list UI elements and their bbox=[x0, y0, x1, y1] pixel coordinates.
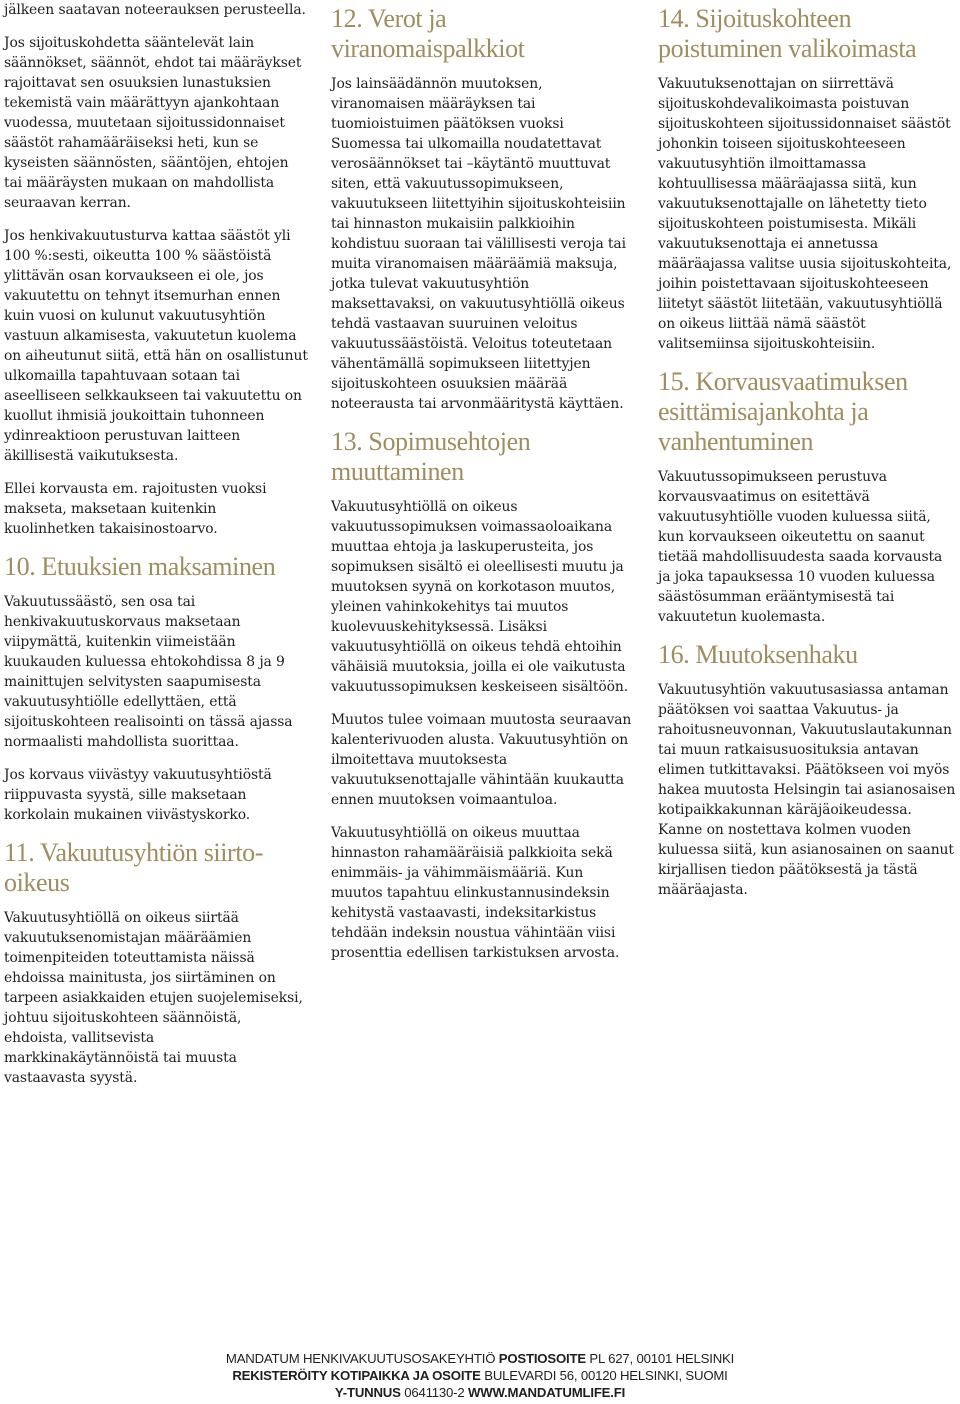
paragraph: Ellei korvausta em. rajoitusten vuoksi makseta, maksetaan kuitenkin kuolinhetken takaisinostoarvo. bbox=[4, 481, 267, 537]
paragraph: Jos sijoituskohdetta sääntelevät lain säännökset, säännöt, ehdot tai määräykset rajoittavat sen osuuksien lunastuksien tekemistä vain määrättyyn ajankohtaan vuodessa, muutetaan sijoitussidonnaiset säästöt rahamääräiseksi heti, kun se kyseisten säännösten, sääntöjen, ehtojen tai määräysten mukaan on mahdollista seuraavan kerran. bbox=[4, 35, 302, 211]
paragraph: Jos korvaus viivästyy vakuutusyhtiöstä riippuvasta syystä, sille maksetaan korkolain mukainen viivästyskorko. bbox=[4, 767, 272, 823]
postal-address: PL 627, 00101 HELSINKI bbox=[589, 1351, 735, 1366]
section-heading-15: 15. Korvausvaatimuksen esittämisajankohta ja vanhentuminen bbox=[658, 367, 908, 456]
section-heading-14: 14. Sijoituskohteen poistuminen valikoimasta bbox=[658, 4, 917, 63]
section-heading-12: 12. Verot ja viranomaispalkkiot bbox=[331, 4, 525, 63]
registered-office-label: REKISTERÖITY KOTIPAIKKA JA OSOITE bbox=[232, 1368, 481, 1383]
paragraph: Jos lainsäädännön muutoksen, viranomaisen määräyksen tai tuomioistuimen päätöksen vuoksi Suomessa tai ulkomailla noudatettavat verosäännökset tai –käytäntö muuttuvat siten, että vakuutussopimukseen, vakuutukseen liitettyihin sijoituskohteisiin tai hinnaston mukaisiin palkkioihin kohdistuu suoraan tai välillisesti veroja tai muita viranomaisen määräämiä maksuja, jotka tulevat vakuutusyhtiön maksettavaksi, on vakuutusyhtiöllä oikeus tehdä vastaavan suuruinen veloitus vakuutussäästöistä. Veloitus toteutetaan vähentämällä sopimukseen liitettyjen sijoituskohteen osuuksien määrää noteerausta tai arvonmääritystä käyttäen. bbox=[331, 76, 626, 412]
paragraph: Vakuutussäästö, sen osa tai henkivakuutuskorvaus maksetaan viipymättä, kuitenkin viimeistään kuukauden kuluessa ehtokohdissa 8 ja 9 mainittujen selvitysten saapumisesta vakuutusyhtiölle edellyttäen, että sijoituskohteen realisointi on tässä ajassa normaalisti mahdollista suorittaa. bbox=[4, 594, 293, 750]
section-heading-16: 16. Muutoksenhaku bbox=[658, 640, 858, 669]
website-link[interactable]: WWW.MANDATUMLIFE.FI bbox=[467, 1385, 626, 1400]
business-id: 0641130-2 bbox=[404, 1385, 465, 1400]
paragraph: Vakuutusyhtiöllä on oikeus siirtää vakuutuksenomistajan määräämien toimenpiteiden toteuttamista näissä ehdoissa mainitusta, jos siirtäminen on tarpeen asiakkaiden etujen suojelemiseksi, johtuu sijoituskohteen säännöistä, ehdoista, vallitsevista markkinakäytännöistä tai muusta vastaavasta syystä. bbox=[4, 910, 303, 1086]
section-heading-10: 10. Etuuksien maksaminen bbox=[4, 552, 276, 581]
paragraph: Jos henkivakuutusturva kattaa säästöt yli 100 %:sesti, oikeutta 100 % säästöistä ylittävän osan korvaukseen ei ole, jos vakuutettu on tehnyt itsemurhan ennen kuin vuosi on kulunut vakuutusyhtiön vastuun alkamisesta, vakuutetun kuolema on aiheutunut siitä, että hän on osallistunut ulkomailla tapahtuvaan sotaan tai aseelliseen selkkaukseen tai vakuutettu on kuollut ihmisiä joukoittain tuhonneen ydinreaktioon perustuvan laitteen äkillisestä vaikutuksesta. bbox=[4, 228, 308, 464]
footer-line-1 bbox=[0, 1350, 960, 1367]
footer-line-3 bbox=[0, 1384, 960, 1401]
business-id-label: Y-TUNNUS bbox=[334, 1385, 401, 1400]
column-2 bbox=[331, 0, 637, 976]
paragraph: Vakuutussopimukseen perustuva korvausvaatimus on esitettävä vakuutusyhtiölle vuoden kuluessa siitä, kun korvaukseen oikeutettu on saanut tietää mahdollisuudesta saada korvausta ja joka tapauksessa 10 vuoden kuluessa säästösumman erääntymisestä tai vakuutetun kuolemasta. bbox=[658, 469, 943, 625]
paragraph: Vakuutuksenottajan on siirrettävä sijoituskohdevalikoimasta poistuvan sijoituskohteen sijoitussidonnaiset säästöt johonkin toiseen sijoituskohteeseen vakuutusyhtiön ilmoittamassa kohtuullisessa määräajassa siitä, kun vakuutuksenottajalle on lähetetty tieto sijoituskohteen poistumisesta. Mikäli vakuutuksenottaja ei annetussa määräajassa valitse uusia sijoituskohteita, joihin poistettavaan sijoituskohteeseen liitetyt säästöt liitetään, vakuutusyhtiöllä on oikeus liittää nämä säästöt valitsemiinsa sijoituskohteisiin. bbox=[658, 76, 952, 352]
section-heading-11: 11. Vakuutusyhtiön siirto-oikeus bbox=[4, 838, 263, 897]
paragraph: Vakuutusyhtiöllä on oikeus muuttaa hinnaston rahamääräisiä palkkioita sekä enimmäis- ja vähimmäismääriä. Kun muutos tapahtuu elinkustannusindeksin kehitystä vastaavasti, indeksitarkistus tehdään indeksin noustua vähintään viisi prosenttia edellisen tarkistuksen arvosta. bbox=[331, 825, 620, 961]
section-heading-13: 13. Sopimusehtojen muuttaminen bbox=[331, 427, 531, 486]
company-footer bbox=[0, 1350, 960, 1401]
paragraph: Vakuutusyhtiön vakuutusasiassa antaman päätöksen voi saattaa Vakuutus- ja rahoitusneuvonnan, Vakuutuslautakunnan tai muun ratkaisusuosituksia antavan elimen tutkittavaksi. Päätökseen voi myös hakea muutosta Helsingin tai asianosaisen kotipaikkakunnan käräjäoikeudessa. Kanne on nostettava kolmen vuoden kuluessa siitä, kun asianosainen on saanut kirjallisen tiedon päätöksestä ja tästä määräajasta. bbox=[658, 682, 956, 898]
footer-line-2 bbox=[0, 1367, 960, 1384]
postal-address-label: POSTIOSOITE bbox=[498, 1351, 586, 1366]
paragraph: jälkeen saatavan noteerauksen perusteella. bbox=[4, 2, 306, 18]
registered-office: BULEVARDI 56, 00120 HELSINKI, SUOMI bbox=[484, 1368, 728, 1383]
paragraph: Vakuutusyhtiöllä on oikeus vakuutussopimuksen voimassaoloaikana muuttaa ehtoja ja laskuperusteita, jos sopimuksen sisältö ei oleellisesti muutu ja muutoksen syynä on korkotason muutos, yleinen vahinkokehitys tai muutos kuolevuuskehityksessä. Lisäksi vakuutusyhtiöllä on oikeus tehdä ehtoihin vähäisiä muutoksia, joilla ei ole vaikutusta vakuutussopimuksen keskeiseen sisältöön. bbox=[331, 499, 629, 695]
paragraph: Muutos tulee voimaan muutosta seuraavan kalenterivuoden alusta. Vakuutusyhtiön on ilmoitettava muutoksesta vakuutuksenottajalle vähintään kuukautta ennen muutoksen voimaantuloa. bbox=[331, 712, 632, 808]
column-1 bbox=[4, 0, 309, 1101]
company-name: MANDATUM HENKIVAKUUTUSOSAKEYHTIÖ bbox=[225, 1351, 496, 1366]
column-3 bbox=[658, 0, 958, 913]
